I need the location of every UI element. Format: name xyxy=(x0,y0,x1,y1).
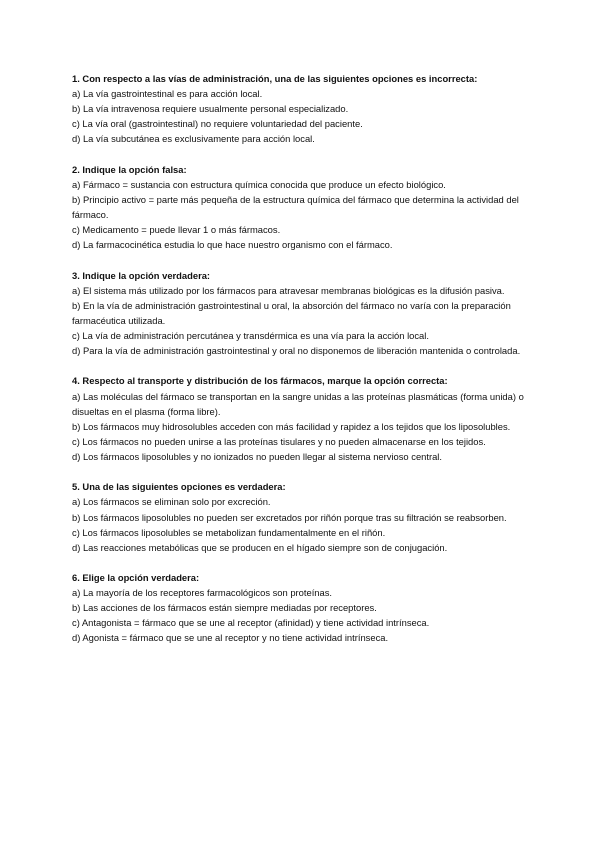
question-title: 2. Indique la opción falsa: xyxy=(72,163,187,175)
question-title: 5. Una de las siguientes opciones es verdadera: xyxy=(72,481,286,493)
option-d: d) La vía subcutánea es exclusivamente para acción local. xyxy=(72,133,315,145)
option-c: c) La vía de administración percutánea y transdérmica es una vía para la acción local. xyxy=(72,330,429,341)
option-c: c) Los fármacos liposolubles se metabolizan fundamentalmente en el riñón. xyxy=(72,526,386,538)
option-a: a) El sistema más utilizado por los fármacos para atravesar membranas biológicas es la difusión pasiva. xyxy=(72,284,505,296)
option-b: b) Los fármacos liposolubles no pueden ser excretados por riñón porque tras su filtración se reabsorben. xyxy=(72,511,507,523)
option-b: b) Las acciones de los fármacos están siempre mediadas por receptores. xyxy=(72,602,377,614)
question-title: 1. Con respecto a las vías de administración, una de las siguientes opciones es incorrecta: xyxy=(72,73,478,84)
question-title: 4. Respecto al transporte y distribución de los fármacos, marque la opción correcta: xyxy=(72,375,448,387)
option-d: d) Agonista = fármaco que se une al receptor y no tiene actividad intrínseca. xyxy=(72,632,389,644)
option-a: a) La vía gastrointestinal es para acción local. xyxy=(72,88,263,100)
question-title: 6. Elige la opción verdadera: xyxy=(72,572,200,584)
option-b: b) Principio activo = parte más pequeña de la estructura química del fármaco que determina la actividad del fármaco. xyxy=(72,193,519,221)
option-d: d) Los fármacos liposolubles y no ionizados no pueden llegar al sistema nervioso central. xyxy=(72,450,442,462)
option-d: d) Para la vía de administración gastrointestinal y oral no disponemos de liberación mantenida o controlada. xyxy=(72,345,521,357)
question-4 xyxy=(72,373,542,464)
option-b: b) En la vía de administración gastrointestinal u oral, la absorción del fármaco no varía con la preparación farmacéutica utilizada. xyxy=(72,299,511,326)
question-1 xyxy=(72,71,542,146)
document-page xyxy=(72,71,542,661)
option-a: a) Las moléculas del fármaco se transportan en la sangre unidas a las proteínas plasmáticas (forma unida) o disueltas en el plasma (forma libre). xyxy=(72,390,524,417)
option-a: a) Fármaco = sustancia con estructura química conocida que produce un efecto biológico. xyxy=(72,178,446,190)
option-d: d) La farmacocinética estudia lo que hace nuestro organismo con el fármaco. xyxy=(72,239,393,251)
question-6 xyxy=(72,570,542,645)
option-a: a) Los fármacos se eliminan solo por excreción. xyxy=(72,496,271,508)
option-c: c) Medicamento = puede llevar 1 o más fármacos. xyxy=(72,224,281,236)
option-b: b) Los fármacos muy hidrosolubles acceden con más facilidad y rapidez a los tejidos que los liposolubles. xyxy=(72,420,511,432)
question-2 xyxy=(72,162,542,253)
option-c: c) La vía oral (gastrointestinal) no requiere voluntariedad del paciente. xyxy=(72,118,363,130)
option-b: b) La vía intravenosa requiere usualmente personal especializado. xyxy=(72,103,349,115)
question-title: 3. Indique la opción verdadera: xyxy=(72,269,211,281)
option-a: a) La mayoría de los receptores farmacológicos son proteínas. xyxy=(72,587,333,599)
option-c: c) Los fármacos no pueden unirse a las proteínas tisulares y no pueden almacenarse en los tejidos. xyxy=(72,435,486,447)
option-d: d) Las reacciones metabólicas que se producen en el hígado siempre son de conjugación. xyxy=(72,541,448,553)
option-c: c) Antagonista = fármaco que se une al receptor (afinidad) y tiene actividad intrínseca. xyxy=(72,617,430,629)
question-5 xyxy=(72,479,542,554)
question-3 xyxy=(72,268,542,359)
